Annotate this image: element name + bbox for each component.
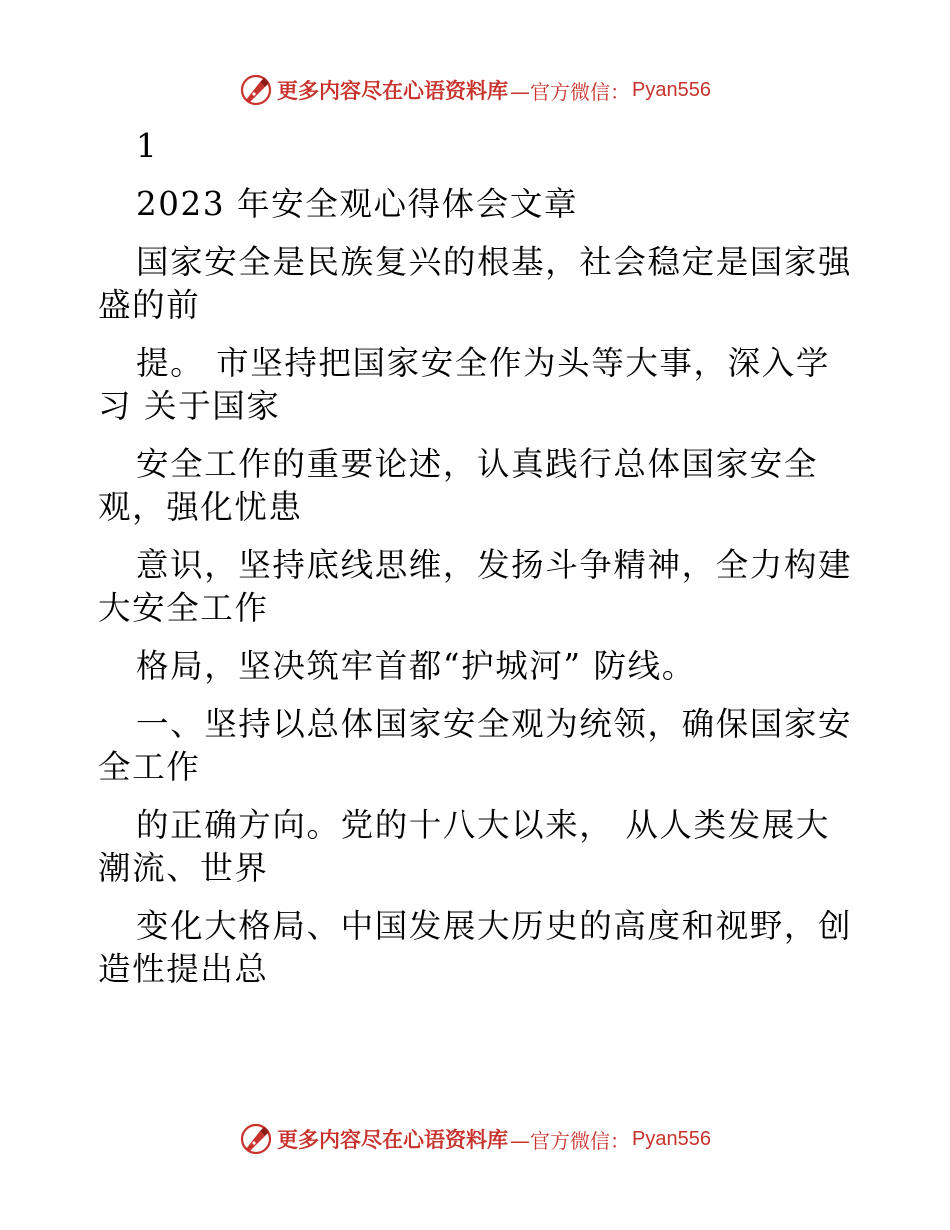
page-number: 1 [136,127,159,165]
text-line: 变化大格局、中国发展大历史的高度和视野，创 [136,907,853,945]
pen-nib-logo-icon [239,1122,273,1156]
text-line: 全工作 [98,748,201,786]
watermark-brand: 更多内容尽在心语资料库 [277,1127,509,1152]
text-line: 安全工作的重要论述，认真践行总体国家安全 [136,445,819,483]
section-heading: 一、坚持以总体国家安全观为统领，确保国家安 [136,705,853,743]
watermark-official-label: —官方微信： [510,1128,631,1153]
text-line: 造性提出总 [98,950,269,988]
text-line: 国家安全是民族复兴的根基，社会稳定是国家强 [136,243,853,281]
text-line: 意识，坚持底线思维，发扬斗争精神，全力构建 [136,546,853,584]
text-line: 潮流、世界 [98,849,269,887]
watermark-brand: 更多内容尽在心语资料库 [277,78,509,103]
text-line: 习 关于国家 [98,387,281,425]
watermark-wechat-id: Pyan556 [632,78,711,101]
document-title: 2023 年安全观心得体会文章 [136,185,579,223]
header-watermark [0,72,950,108]
footer-watermark [0,1121,950,1157]
watermark-wechat-id: Pyan556 [632,1127,711,1150]
text-line: 的正确方向。党的十八大以来， 从人类发展大 [136,806,830,844]
watermark-official-label: —官方微信： [510,79,631,104]
text-line: 大安全工作 [98,589,269,627]
pen-nib-logo-icon [239,73,273,107]
text-line: 提。 市坚持把国家安全作为头等大事，深入学 [136,344,830,382]
text-line: 盛的前 [98,286,201,324]
document-body [98,125,858,991]
text-line: 观，强化忧患 [98,488,303,526]
text-line: 格局，坚决筑牢首都“护城河” 防线。 [136,647,696,685]
